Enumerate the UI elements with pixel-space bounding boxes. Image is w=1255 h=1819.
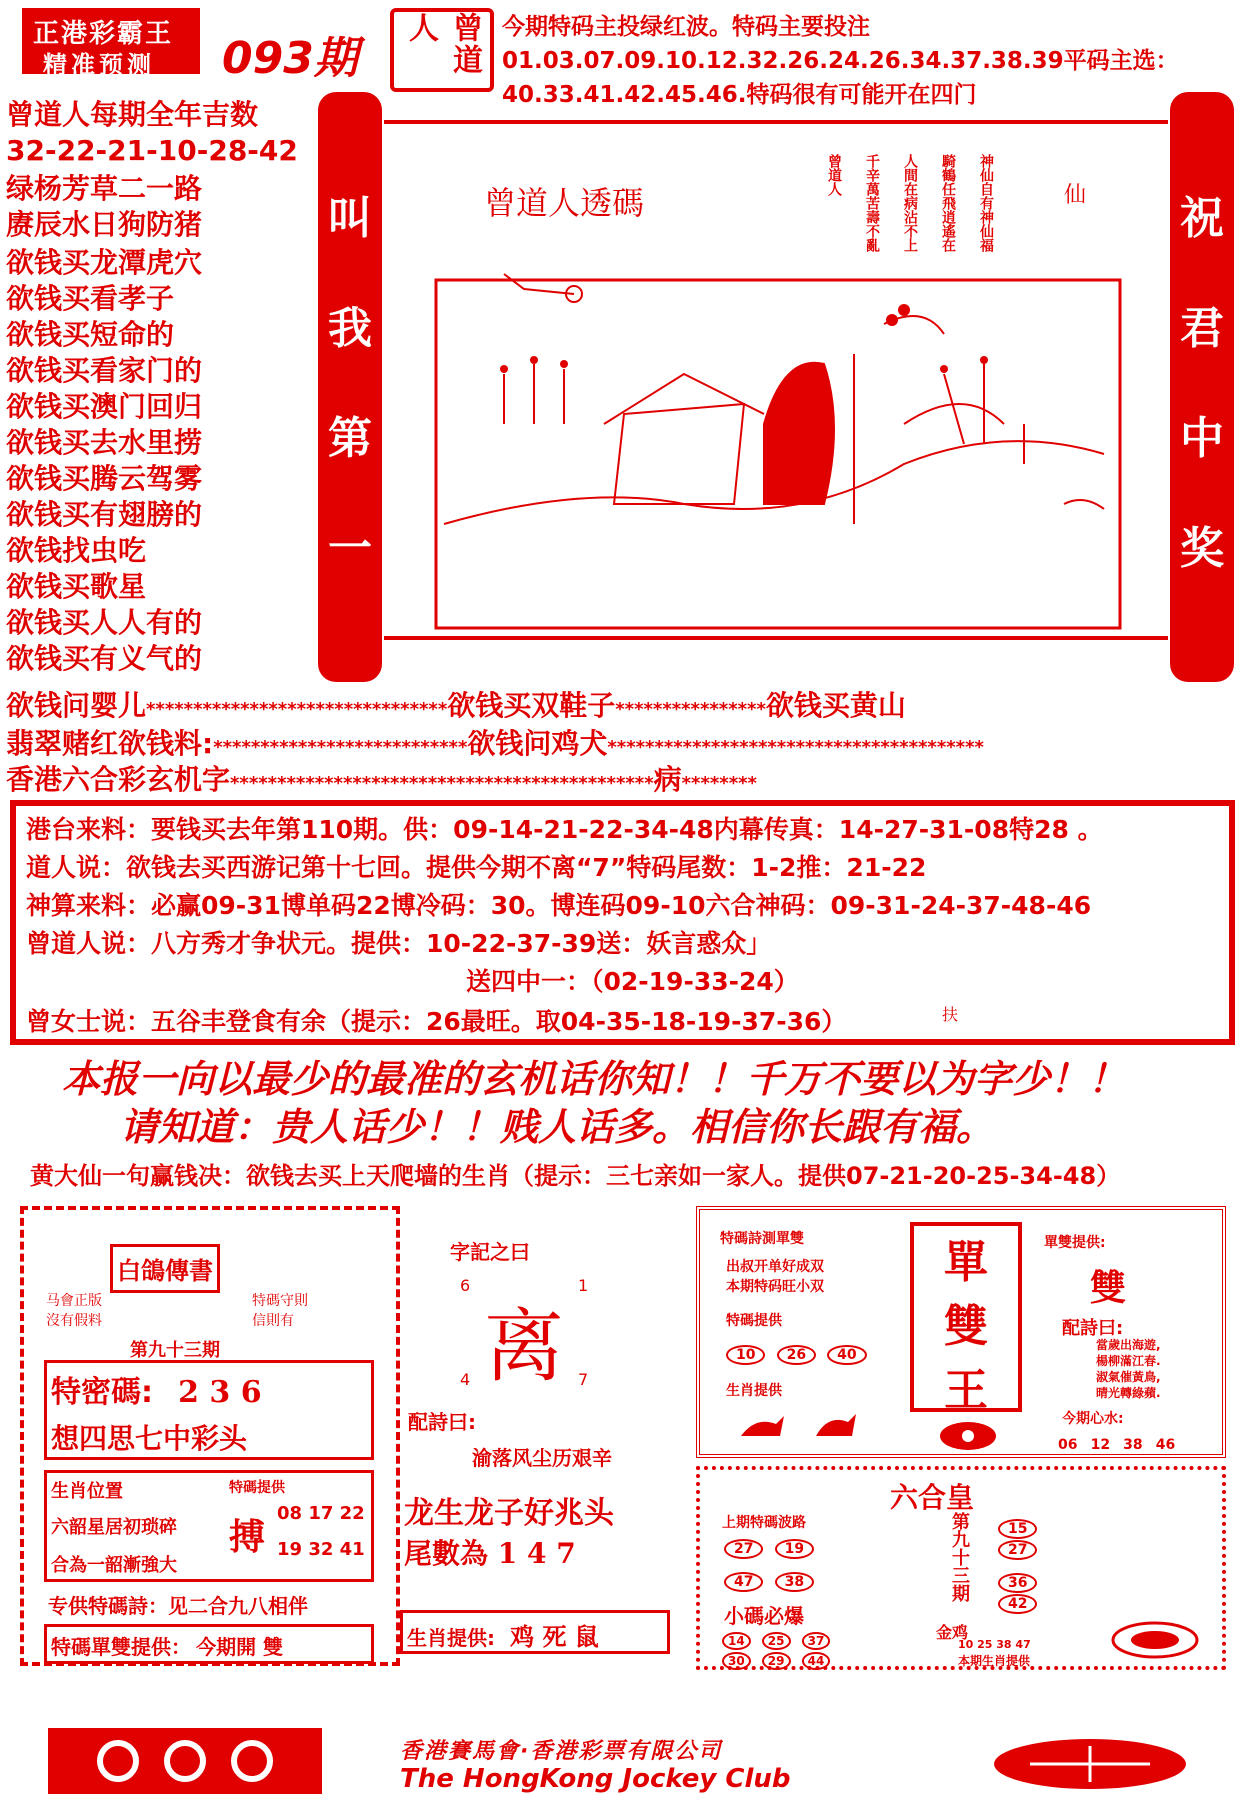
dsw-char: 單: [944, 1237, 988, 1288]
logo-line2: 精准预测: [43, 51, 155, 79]
info-line: 曾道人说：八方秀才争状元。提供：10-22-37-39送：妖言惑众」: [26, 929, 772, 958]
right-panel-top: [696, 1206, 1226, 1458]
mid-poem-label: 配詩曰:: [408, 1410, 476, 1434]
heart-num: 38: [1123, 1437, 1143, 1453]
left-line: 欲钱买看孝子: [6, 282, 175, 315]
rp-bottom-title: 六合皇: [890, 1481, 975, 1514]
riddle-b: 欲钱买双鞋子: [447, 689, 616, 722]
mid-poem: 渝落风尘历艰辛: [472, 1446, 612, 1470]
left-column: [0, 96, 330, 686]
dsw-box: [910, 1222, 1022, 1416]
painting-title: 曾道人透碼: [484, 184, 645, 222]
scroll-right-char: 奖: [1180, 523, 1224, 574]
heart-num: 06: [1058, 1437, 1078, 1453]
footer-emblem-right: [990, 1736, 1190, 1792]
riddle-row: [6, 758, 757, 798]
left-line: 赓辰水日狗防猪: [6, 208, 203, 241]
mid-motto: 龙生龙子好兆头: [404, 1496, 614, 1531]
slogan-2: 请知道：贵人话少！！贱人话多。相信你长跟有福。: [120, 1104, 995, 1149]
single-double-label: 特碼單雙提供：: [51, 1635, 191, 1659]
rp-tema-provide: 特碼提供: [726, 1313, 782, 1329]
rp-right-title: 單雙提供:: [1044, 1235, 1106, 1251]
num-circle: 29: [762, 1652, 791, 1670]
rp-tema-col: [998, 1518, 1088, 1614]
num-circle: 42: [998, 1594, 1037, 1614]
rp-issue-bottom: 金鸡: [936, 1623, 969, 1642]
rp-last-nums: [724, 1538, 854, 1592]
footer-jockey-cn: 香港賽馬會·香港彩票有限公司: [400, 1739, 723, 1764]
poem-col: 人間在病沾不上: [902, 154, 918, 252]
big-char: 离: [484, 1300, 564, 1393]
num-circle: 25: [762, 1632, 791, 1650]
scroll-left-char: 叫: [328, 193, 372, 244]
footer-pattern-left: [48, 1728, 322, 1794]
info-box: [10, 800, 1235, 1045]
left-line: 欲钱买人人有的: [6, 606, 203, 639]
single-double-value: 今期開 雙: [196, 1635, 284, 1659]
painting-illustration: [384, 124, 1168, 644]
num-circle: 27: [998, 1540, 1037, 1560]
num-circle: 44: [802, 1652, 831, 1670]
num-circle: 27: [724, 1539, 763, 1559]
rp-poem-label: 配詩曰:: [1062, 1318, 1124, 1339]
left-line: 欲钱买歌星: [6, 570, 147, 603]
riddle-stars: *********************************************: [230, 773, 654, 794]
pos-label: 生肖位置: [51, 1481, 123, 1502]
rp-poem-line: 淑氣催黃鳥,: [1096, 1370, 1161, 1384]
left-line: 欲钱买龙潭虎穴: [6, 246, 203, 279]
num-circle: 38: [775, 1572, 814, 1592]
rp-small-nums: [722, 1630, 922, 1670]
scroll-canvas: [384, 120, 1168, 640]
tema-phrase: 想四思七中彩头: [51, 1422, 248, 1455]
verse-1: 六韶星居初琐碎: [51, 1517, 177, 1538]
rp-poem-line: 晴光轉綠蘋.: [1096, 1386, 1161, 1400]
scroll-right-char: 君: [1180, 303, 1224, 354]
panel-title: 白鴿傳書: [110, 1244, 220, 1293]
rp-poem-line: 楊柳滿江春.: [1096, 1354, 1161, 1368]
riddle-stars: ********: [681, 773, 757, 794]
panel-sub-right: 特碼守則 信則有: [252, 1293, 308, 1329]
riddle-stars: ****************: [615, 699, 766, 720]
mid-n4: 7: [578, 1370, 589, 1389]
poem-col: 騎鶴任飛逍遙在: [940, 154, 956, 252]
xian-char: 仙: [1064, 183, 1087, 208]
seal-text: 曾道人: [403, 12, 482, 76]
left-line: 欲钱买澳门回归: [6, 390, 203, 423]
rp-issue-label: 第九十三期: [949, 1512, 970, 1602]
num-circle: 14: [722, 1632, 751, 1650]
left-line: 32-22-21-10-28-42: [6, 134, 298, 167]
mid-title: 字記之曰: [450, 1240, 530, 1264]
left-line: 欲钱买有义气的: [6, 642, 203, 675]
scroll-left-char: 一: [328, 523, 372, 574]
zodiac-value: 鸡 死 鼠: [510, 1623, 599, 1651]
mid-panel: [400, 1206, 690, 1666]
rp-heart-water: 今期心水:: [1062, 1411, 1124, 1427]
nums-row-1: 08 17 22: [277, 1503, 365, 1524]
logo-box: [22, 8, 200, 79]
riddle-row: [6, 722, 984, 762]
panel-period: 第九十三期: [130, 1340, 220, 1361]
rp-small-label: 小碼必爆: [724, 1604, 804, 1628]
scroll-left-rod: [318, 92, 382, 682]
left-panel: [20, 1206, 400, 1666]
rp-tema-nums: [726, 1344, 873, 1365]
heart-num: 12: [1090, 1437, 1111, 1453]
zodiac-label: 生肖提供:: [407, 1626, 495, 1650]
scroll-right-char: 中: [1180, 413, 1224, 464]
issue-number: 093期: [222, 33, 358, 84]
tema-box: [44, 1360, 374, 1460]
mid-n3: 4: [460, 1370, 471, 1389]
rp-heart-nums: [1058, 1434, 1175, 1453]
num-circle: 26: [777, 1345, 816, 1365]
verse-2: 合為一韶漸強大: [51, 1555, 177, 1576]
poem-col: 千辛萬苦壽不亂: [864, 154, 880, 252]
riddle-b: 病: [653, 763, 682, 796]
tema-label: 特密碼:: [51, 1375, 153, 1410]
scroll-right-char: 祝: [1180, 193, 1224, 244]
riddle-stars: ********************************: [146, 699, 448, 720]
mid-n1: 6: [460, 1276, 471, 1295]
riddle-stars: ****************************************: [607, 737, 984, 758]
tema-value: 2 3 6: [178, 1375, 262, 1410]
left-line: 欲钱买有翅膀的: [6, 498, 203, 531]
flower-icon: [938, 1418, 998, 1454]
left-line: 绿杨芳草二一路: [6, 172, 203, 205]
left-line: 欲钱找虫吃: [6, 534, 147, 567]
seal: [390, 8, 494, 92]
heart-num: 46: [1155, 1437, 1176, 1453]
scroll-left-char: 第: [328, 413, 372, 464]
left-line: 欲钱买看家门的: [6, 354, 203, 387]
special-poem: 专供特碼詩：见二合九八相伴: [48, 1594, 308, 1618]
left-line: 曾道人每期全年吉数: [6, 98, 259, 131]
horse-icon: [736, 1406, 866, 1446]
rp-zodiac-provide: 生肖提供: [726, 1383, 782, 1399]
riddle-a: 香港六合彩玄机字: [6, 763, 231, 796]
num-circle: 15: [998, 1519, 1037, 1539]
riddle-b: 欲钱问鸡犬: [467, 727, 608, 760]
riddle-row: [6, 684, 906, 724]
num-circle: 19: [775, 1539, 814, 1559]
logo-line1: 正港彩霸王: [33, 19, 174, 49]
single-double-box: [44, 1624, 374, 1664]
mid-tail: 尾數為 1 4 7: [404, 1537, 576, 1570]
nums-row-2: 19 32 41: [277, 1539, 365, 1560]
left-line: 欲钱买腾云驾雾: [6, 462, 203, 495]
emblem-icon: [1110, 1620, 1200, 1660]
num-circle: 36: [998, 1573, 1037, 1593]
info-line: 神算来料：必赢09-31博单码22博冷码：30。博连码09-10六合神码：09-31-24-37-48-46: [26, 891, 1092, 920]
right-panel-bottom: [696, 1466, 1226, 1670]
bo-char: 搏: [229, 1517, 266, 1558]
rp-poem-line: 當歲出海遊,: [1096, 1338, 1161, 1352]
left-line: 欲钱买去水里捞: [6, 426, 203, 459]
poem-col: 神仙自有神仙福: [978, 154, 994, 252]
dsw-char: 王: [944, 1365, 988, 1416]
riddle-a: 翡翠赌红欲钱料:: [6, 727, 214, 760]
poem-col: 曾道人: [826, 154, 842, 196]
num-circle: 10: [726, 1345, 765, 1365]
rp-verse-a: 出叔开单好成双: [726, 1259, 824, 1275]
rp-zodiac-line: 本期生肖提供: [958, 1654, 1031, 1668]
panel-sub-left: 马會正版 沒有假料: [46, 1293, 102, 1329]
zodiac-box: [400, 1610, 670, 1654]
scroll-right-rod: [1170, 92, 1234, 682]
dsw-char: 雙: [944, 1301, 988, 1352]
rp-foot-nums: 10 25 38 47: [958, 1638, 1031, 1651]
rp-right-char: 雙: [1090, 1267, 1127, 1309]
fu-char: 扶: [942, 1005, 959, 1024]
rp-last-label: 上期特碼波路: [722, 1515, 806, 1531]
mid-n2: 1: [578, 1276, 589, 1295]
num-circle: 30: [722, 1652, 751, 1670]
slogan-1: 本报一向以最少的最准的玄机话你知！！千万不要以为字少！！: [62, 1056, 1127, 1101]
scroll-left-char: 我: [328, 303, 372, 354]
info-line: 曾女士说：五谷丰登食有余（提示：26最旺。取04-35-18-19-37-36）: [26, 1007, 847, 1036]
rp-top-title: 特碼詩測單雙: [720, 1231, 804, 1247]
riddle-stars: ***************************: [213, 737, 468, 758]
rp-verse-b: 本期特码旺小双: [726, 1279, 824, 1295]
riddle-c: 欲钱买黄山: [765, 689, 906, 722]
num-circle: 47: [724, 1572, 763, 1592]
left-line: 欲钱买短命的: [6, 318, 175, 351]
info-line: 道人说：欲钱去买西游记第十七回。提供今期不离“7”特码尾数：1-2推：21-22: [26, 853, 927, 882]
num-circle: 40: [827, 1345, 866, 1365]
pos-box: [44, 1470, 374, 1582]
huang-line: 黄大仙一句赢钱决：欲钱去买上天爬墙的生肖（提示：三七亲如一家人。提供07-21-20-25-34-48）: [30, 1162, 1121, 1190]
tema-provide: 特碼提供: [229, 1480, 285, 1496]
num-circle: 37: [802, 1632, 831, 1650]
announcement: 今期特码主投绿红波。特码主要投注01.03.07.09.10.12.32.26.24.26.34.37.38.39平码主选：40.33.41.42.45.46.特码很有可能开在四门: [502, 14, 1179, 108]
info-line: 港台来料：要钱买去年第110期。供：09-14-21-22-34-48内幕传真：14-27-31-08特28 。: [26, 815, 1103, 844]
riddle-a: 欲钱问婴儿: [6, 689, 147, 722]
footer-jockey-en: The HongKong Jockey Club: [400, 1764, 791, 1794]
info-line: 送四中一：（02-19-33-24）: [466, 967, 799, 996]
